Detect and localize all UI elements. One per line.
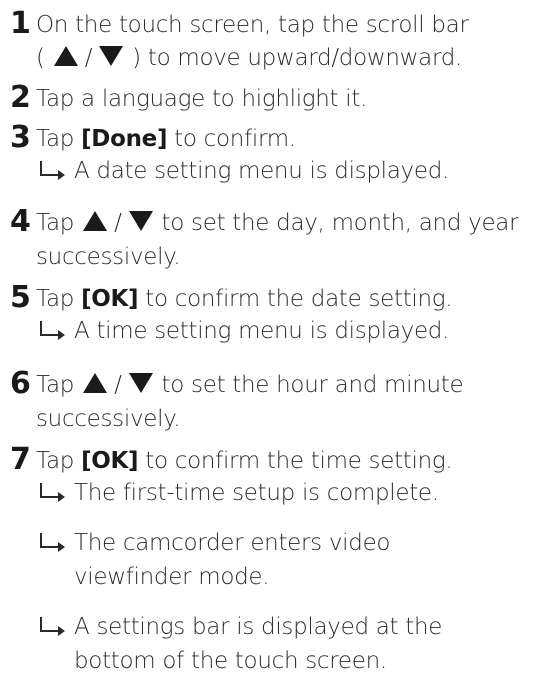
slash: / [114,372,122,398]
text: to confirm the date setting. [138,286,453,312]
text: Tap [36,448,82,474]
ok-keyword: [OK] [81,286,139,312]
text: to set the hour and minute [161,372,464,398]
step-line-rest: ) to move upward/downward. [132,45,463,71]
step-text [36,403,553,436]
text: to confirm the time setting. [138,448,453,474]
text: to set the day, month, and year [161,210,519,236]
step-text [36,369,553,402]
result-text: A time setting menu is displayed. [74,318,450,344]
step-line [36,283,553,316]
result-text: A settings bar is displayed at the [74,614,443,640]
step-number: 7 [10,442,31,477]
text: Tap [36,286,82,312]
step-line: successively. [36,244,181,270]
step-text [36,445,553,478]
triangle-up-icon [53,45,79,67]
triangle-up-icon [82,210,108,232]
step-line [36,123,553,156]
step-number: 5 [10,280,31,315]
result-text: The first-time setup is complete. [74,480,439,506]
step-number: 1 [10,6,31,41]
step-line [36,369,553,402]
result-arrow-icon [38,527,68,560]
done-keyword: [Done] [81,126,168,152]
text: to confirm. [167,126,296,152]
step-text [36,241,553,274]
step-line [36,445,553,478]
step-text [36,283,553,316]
step-number: 6 [10,366,31,401]
text: Tap [36,210,75,236]
step-number: 4 [10,204,31,239]
step-line: On the touch screen, tap the scroll bar [36,12,469,38]
step-text [36,9,553,75]
text: Tap [36,126,82,152]
step-number: 3 [10,120,31,155]
slash: / [84,45,93,71]
slash: / [114,210,122,236]
result-text: viewfinder mode. [74,564,270,590]
paren-open: ( [36,45,45,71]
step-text [36,207,553,240]
step-line [36,42,553,75]
triangle-down-icon [98,45,124,67]
result-arrow-icon [38,477,68,510]
result-text: bottom of the touch screen. [74,648,387,674]
step-number: 2 [10,80,31,115]
step-line [36,207,553,240]
step-text [36,83,553,116]
step-text [36,123,553,156]
step-line: Tap a language to highlight it. [36,86,368,112]
result-arrow-icon [38,315,68,348]
triangle-down-icon [128,372,154,394]
triangle-down-icon [128,210,154,232]
result-text: The camcorder enters video [74,530,391,556]
text: Tap [36,372,75,398]
result-text: A date setting menu is displayed. [74,158,450,184]
result-arrow-icon [38,611,68,644]
step-line: successively. [36,406,181,432]
ok-keyword: [OK] [81,448,139,474]
result-arrow-icon [38,155,68,188]
triangle-up-icon [82,372,108,394]
